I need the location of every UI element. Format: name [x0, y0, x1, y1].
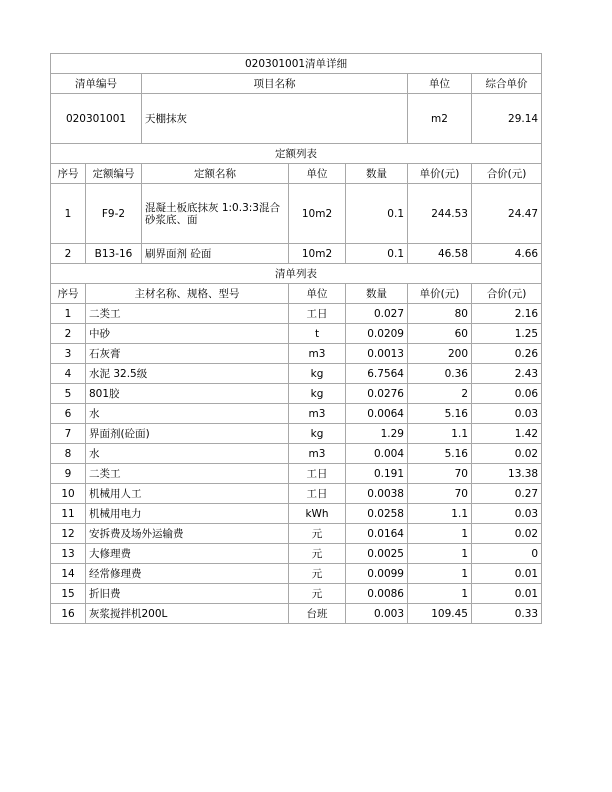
list-cell: 0.0164 — [346, 524, 408, 544]
list-cell: 109.45 — [408, 604, 472, 624]
list-cell: 2.16 — [472, 304, 542, 324]
col-total: 合价(元) — [472, 284, 542, 304]
list-cell: 2 — [51, 324, 86, 344]
list-cell: 0.0209 — [346, 324, 408, 344]
list-cell: 1 — [408, 544, 472, 564]
list-cell: 界面剂(砼面) — [86, 424, 289, 444]
col-quota-name: 定额名称 — [142, 164, 289, 184]
col-qty: 数量 — [346, 164, 408, 184]
table-row — [51, 584, 542, 604]
list-cell: 14 — [51, 564, 86, 584]
col-unit: 单位 — [289, 284, 346, 304]
quota-cell: 2 — [51, 244, 86, 264]
list-cell: 0.191 — [346, 464, 408, 484]
list-cell: 0.0099 — [346, 564, 408, 584]
table-row — [51, 544, 542, 564]
col-unit-price: 单价(元) — [408, 284, 472, 304]
list-cell: 13.38 — [472, 464, 542, 484]
list-cell: 0.36 — [408, 364, 472, 384]
list-cell: 工日 — [289, 484, 346, 504]
list-cell: kWh — [289, 504, 346, 524]
list-cell: 1 — [408, 564, 472, 584]
col-total: 合价(元) — [472, 164, 542, 184]
list-cell: 80 — [408, 304, 472, 324]
item-price: 29.14 — [472, 94, 542, 144]
list-cell: 0.027 — [346, 304, 408, 324]
list-cell: 10 — [51, 484, 86, 504]
quota-cell: 刷界面剂 砼面 — [142, 244, 289, 264]
col-material-name: 主材名称、规格、型号 — [86, 284, 289, 304]
quota-cell: 244.53 — [408, 184, 472, 244]
list-cell: t — [289, 324, 346, 344]
list-cell: 9 — [51, 464, 86, 484]
list-cell: 0.004 — [346, 444, 408, 464]
table-row — [51, 244, 542, 264]
list-cell: m3 — [289, 344, 346, 364]
list-cell: 0.02 — [472, 524, 542, 544]
list-cell: 安拆费及场外运输费 — [86, 524, 289, 544]
list-cell: 水 — [86, 444, 289, 464]
list-header-row — [51, 284, 542, 304]
list-cell: 1 — [408, 524, 472, 544]
list-cell: 灰浆搅拌机200L — [86, 604, 289, 624]
list-cell: 0.0086 — [346, 584, 408, 604]
list-cell: 6.7564 — [346, 364, 408, 384]
item-name: 天棚抹灰 — [142, 94, 408, 144]
list-cell: m3 — [289, 404, 346, 424]
col-qty: 数量 — [346, 284, 408, 304]
list-cell: 2 — [408, 384, 472, 404]
table-row — [51, 564, 542, 584]
list-cell: 机械用电力 — [86, 504, 289, 524]
table-row — [51, 504, 542, 524]
list-cell: 5.16 — [408, 444, 472, 464]
list-cell: 5 — [51, 384, 86, 404]
list-cell: 1 — [51, 304, 86, 324]
list-cell: 1.1 — [408, 424, 472, 444]
table-row — [51, 364, 542, 384]
list-cell: 二类工 — [86, 464, 289, 484]
list-cell: 1.1 — [408, 504, 472, 524]
col-unit: 单位 — [289, 164, 346, 184]
list-cell: 801胶 — [86, 384, 289, 404]
list-cell: 0.01 — [472, 584, 542, 604]
table-row — [51, 304, 542, 324]
list-cell: 工日 — [289, 464, 346, 484]
list-cell: 0.26 — [472, 344, 542, 364]
table-row — [51, 324, 542, 344]
list-cell: 2.43 — [472, 364, 542, 384]
list-cell: 二类工 — [86, 304, 289, 324]
table-row — [51, 524, 542, 544]
list-cell: 0.06 — [472, 384, 542, 404]
list-cell: 70 — [408, 464, 472, 484]
list-cell: 工日 — [289, 304, 346, 324]
list-cell: 15 — [51, 584, 86, 604]
list-cell: 0.0025 — [346, 544, 408, 564]
list-cell: 0.0064 — [346, 404, 408, 424]
list-cell: 70 — [408, 484, 472, 504]
list-cell: 60 — [408, 324, 472, 344]
table-row — [51, 344, 542, 364]
table-row — [51, 604, 542, 624]
list-cell: 8 — [51, 444, 86, 464]
item-unit: m2 — [408, 94, 472, 144]
list-cell: 200 — [408, 344, 472, 364]
list-cell: 4 — [51, 364, 86, 384]
list-cell: 0.01 — [472, 564, 542, 584]
list-cell: 0.003 — [346, 604, 408, 624]
quota-cell: 0.1 — [346, 244, 408, 264]
list-cell: 16 — [51, 604, 86, 624]
list-cell: 水 — [86, 404, 289, 424]
quota-cell: 0.1 — [346, 184, 408, 244]
list-cell: m3 — [289, 444, 346, 464]
list-cell: 大修理费 — [86, 544, 289, 564]
table-row — [51, 424, 542, 444]
table-row — [51, 464, 542, 484]
header-price: 综合单价 — [472, 74, 542, 94]
list-cell: 1.29 — [346, 424, 408, 444]
header-unit: 单位 — [408, 74, 472, 94]
quota-header-row — [51, 164, 542, 184]
list-cell: 台班 — [289, 604, 346, 624]
table-row — [51, 184, 542, 244]
list-cell: 0.27 — [472, 484, 542, 504]
list-cell: 0.0258 — [346, 504, 408, 524]
list-cell: kg — [289, 384, 346, 404]
list-cell: 石灰膏 — [86, 344, 289, 364]
col-unit-price: 单价(元) — [408, 164, 472, 184]
list-cell: 元 — [289, 584, 346, 604]
list-cell: 3 — [51, 344, 86, 364]
col-seq: 序号 — [51, 164, 86, 184]
list-cell: kg — [289, 364, 346, 384]
table-row — [51, 384, 542, 404]
list-cell: 0.0038 — [346, 484, 408, 504]
list-cell: kg — [289, 424, 346, 444]
list-cell: 13 — [51, 544, 86, 564]
list-cell: 6 — [51, 404, 86, 424]
list-cell: 0.02 — [472, 444, 542, 464]
table-row — [51, 444, 542, 464]
page-title: 020301001清单详细 — [51, 54, 542, 74]
list-cell: 0.33 — [472, 604, 542, 624]
list-cell: 7 — [51, 424, 86, 444]
quota-cell: 24.47 — [472, 184, 542, 244]
list-cell: 0.03 — [472, 404, 542, 424]
header-code: 清单编号 — [51, 74, 142, 94]
col-seq: 序号 — [51, 284, 86, 304]
quota-cell: 4.66 — [472, 244, 542, 264]
quota-section-title: 定额列表 — [51, 144, 542, 164]
quota-cell: 46.58 — [408, 244, 472, 264]
list-cell: 0 — [472, 544, 542, 564]
list-cell: 11 — [51, 504, 86, 524]
list-cell: 中砂 — [86, 324, 289, 344]
list-cell: 12 — [51, 524, 86, 544]
list-cell: 1.25 — [472, 324, 542, 344]
list-section-title: 清单列表 — [51, 264, 542, 284]
list-cell: 1.42 — [472, 424, 542, 444]
list-cell: 0.0013 — [346, 344, 408, 364]
quota-cell: B13-16 — [86, 244, 142, 264]
list-cell: 经常修理费 — [86, 564, 289, 584]
list-cell: 元 — [289, 564, 346, 584]
header-name: 项目名称 — [142, 74, 408, 94]
quota-cell: 10m2 — [289, 184, 346, 244]
list-cell: 1 — [408, 584, 472, 604]
table-row — [51, 404, 542, 424]
list-cell: 0.0276 — [346, 384, 408, 404]
quota-cell: 1 — [51, 184, 86, 244]
table-row — [51, 484, 542, 504]
quota-cell: 混凝土板底抹灰 1:0.3:3混合砂浆底、面 — [142, 184, 289, 244]
list-cell: 元 — [289, 544, 346, 564]
detail-table — [50, 53, 542, 624]
col-quota-code: 定额编号 — [86, 164, 142, 184]
item-code: 020301001 — [51, 94, 142, 144]
quota-cell: 10m2 — [289, 244, 346, 264]
list-cell: 折旧费 — [86, 584, 289, 604]
list-cell: 水泥 32.5级 — [86, 364, 289, 384]
list-cell: 0.03 — [472, 504, 542, 524]
list-cell: 元 — [289, 524, 346, 544]
list-cell: 机械用人工 — [86, 484, 289, 504]
list-cell: 5.16 — [408, 404, 472, 424]
quota-cell: F9-2 — [86, 184, 142, 244]
